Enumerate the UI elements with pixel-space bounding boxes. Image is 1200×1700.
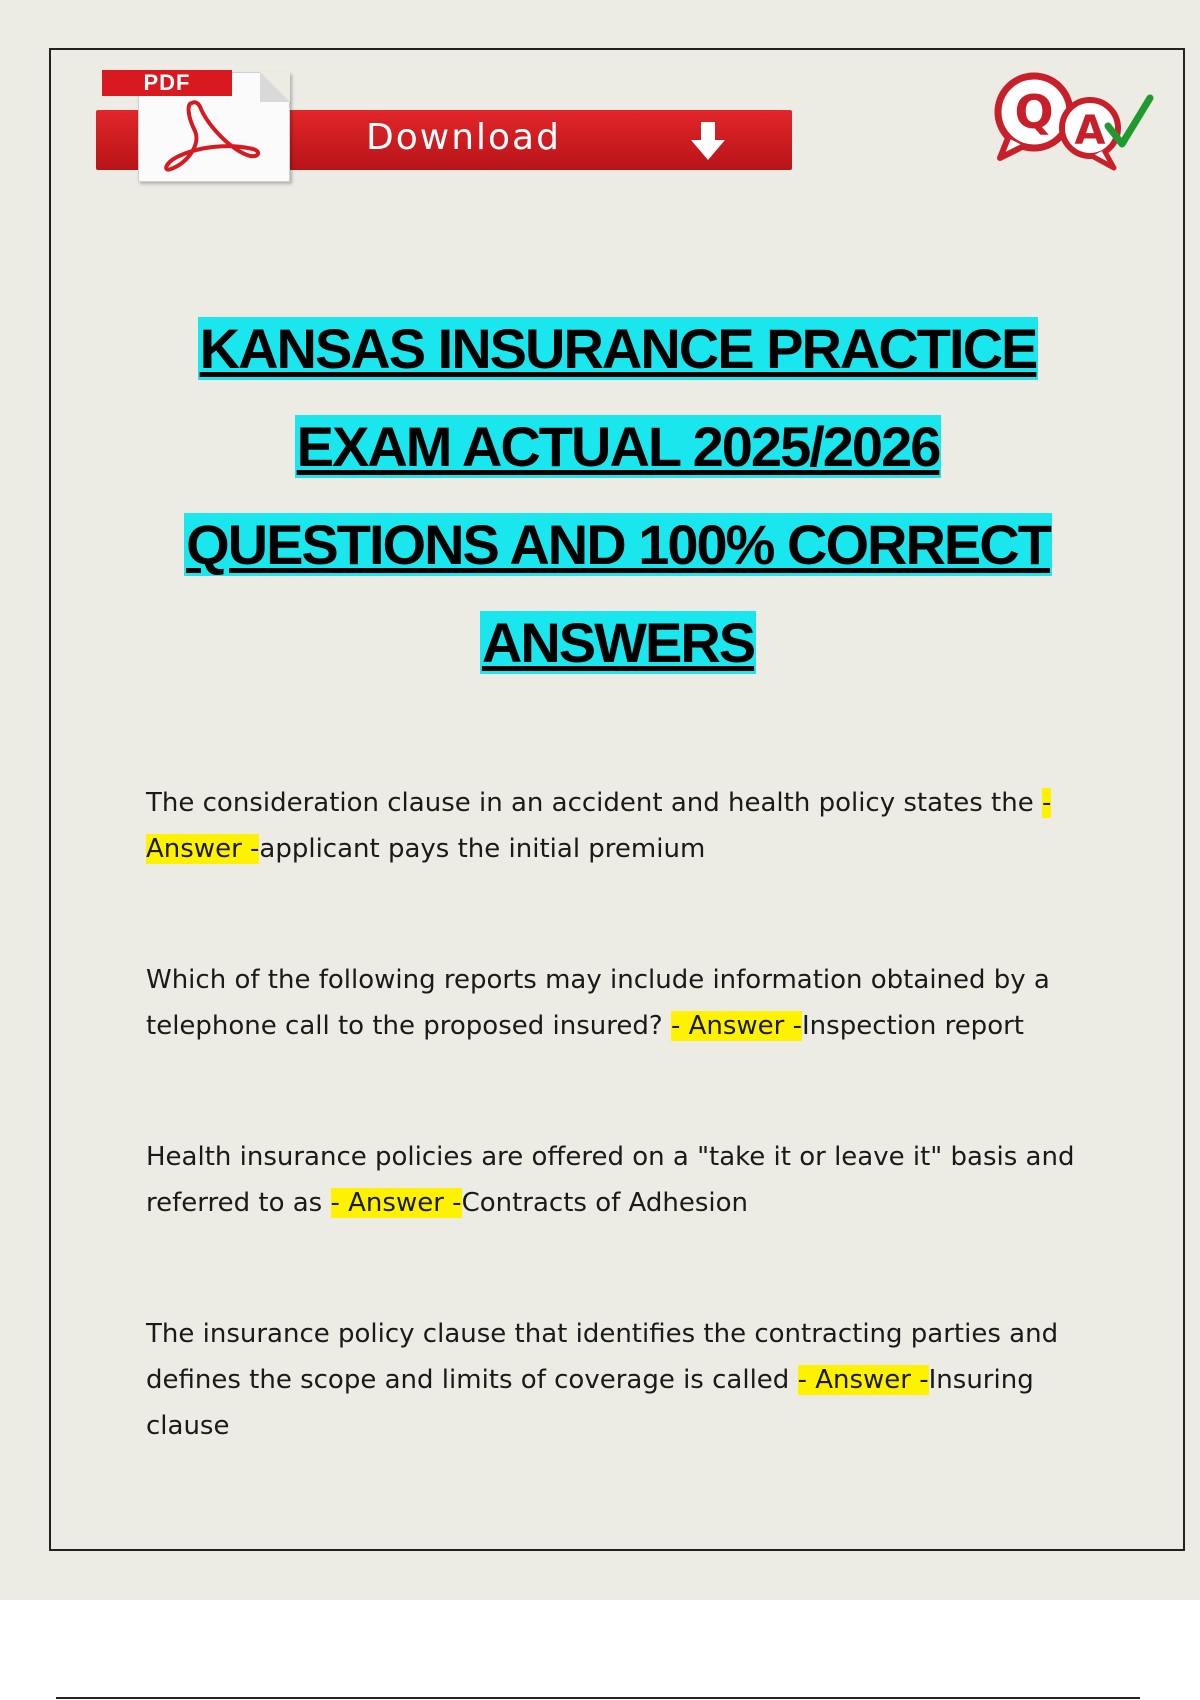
answer-marker: - Answer - bbox=[797, 1365, 929, 1395]
title-line: QUESTIONS AND 100% CORRECT bbox=[186, 513, 1050, 576]
svg-text:Q: Q bbox=[1014, 85, 1054, 139]
footer-rule bbox=[56, 1697, 1140, 1699]
answer-text: Inspection report bbox=[802, 1011, 1024, 1041]
question-text: The insurance policy clause that identifies the contracting parties and defines the scope and limits of coverage is called bbox=[146, 1319, 1059, 1395]
title-line: ANSWERS bbox=[481, 611, 755, 674]
title-line: EXAM ACTUAL 2025/2026 bbox=[296, 415, 940, 478]
question-text: Health insurance policies are offered on a "take it or leave it" basis and referred to as bbox=[146, 1142, 1075, 1218]
answer-text: Insuring clause bbox=[146, 1365, 1034, 1441]
acrobat-logo-icon bbox=[157, 95, 267, 175]
answer-marker: - Answer - bbox=[330, 1188, 462, 1218]
question-text: The consideration clause in an accident and health policy states the bbox=[146, 788, 1042, 818]
question-text: Which of the following reports may include information obtained by a telephone call to the proposed insured? bbox=[146, 965, 1050, 1041]
qa-item bbox=[146, 1311, 1086, 1449]
pdf-download-banner[interactable] bbox=[96, 70, 796, 180]
download-label[interactable]: Download bbox=[366, 117, 561, 158]
qa-item bbox=[146, 780, 1086, 872]
answer-marker: - Answer - bbox=[670, 1011, 803, 1041]
qa-logo-icon bbox=[990, 68, 1160, 178]
title-line: KANSAS INSURANCE PRACTICE bbox=[199, 317, 1037, 380]
qa-item bbox=[146, 1134, 1086, 1226]
answer-text: Contracts of Adhesion bbox=[461, 1188, 749, 1218]
svg-text:A: A bbox=[1074, 108, 1106, 154]
download-arrow-icon bbox=[688, 118, 728, 164]
qa-list bbox=[146, 780, 1086, 1534]
document-title bbox=[0, 300, 1200, 692]
answer-marker: - Answer - bbox=[146, 788, 1052, 864]
pdf-tag: PDF bbox=[102, 70, 232, 96]
qa-item bbox=[146, 957, 1086, 1049]
answer-text: applicant pays the initial premium bbox=[259, 834, 706, 864]
